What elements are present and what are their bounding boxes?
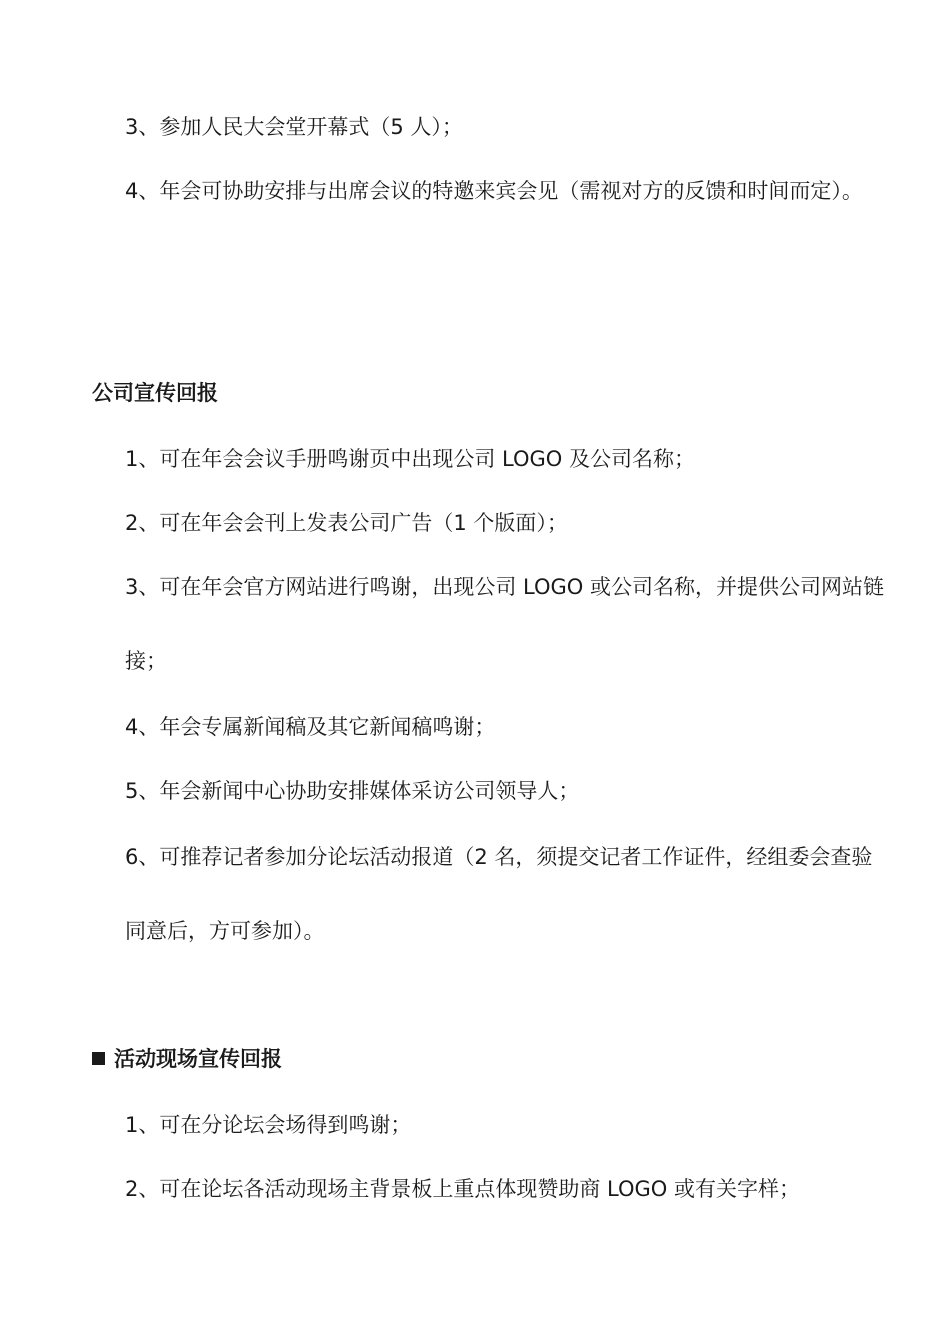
- section-title-company-promotion: 公司宣传回报: [92, 381, 218, 405]
- list-item: 4、年会可协助安排与出席会议的特邀来宾会见（需视对方的反馈和时间而定）。: [125, 179, 863, 203]
- list-item: 5、年会新闻中心协助安排媒体采访公司领导人；: [125, 779, 580, 803]
- list-item: 1、可在分论坛会场得到鸣谢；: [125, 1113, 412, 1137]
- list-item: 2、可在论坛各活动现场主背景板上重点体现赞助商 LOGO 或有关字样；: [125, 1177, 800, 1201]
- square-bullet-icon: [92, 1052, 105, 1065]
- list-item: 3、可在年会官方网站进行鸣谢，出现公司 LOGO 或公司名称，并提供公司网站链接；: [125, 575, 884, 673]
- list-item: 2、可在年会会刊上发表公司广告（1 个版面）；: [125, 511, 568, 535]
- section-title-text: 活动现场宣传回报: [114, 1047, 282, 1071]
- list-item: 3、参加人民大会堂开幕式（5 人）；: [125, 115, 463, 139]
- list-item: 1、可在年会会议手册鸣谢页中出现公司 LOGO 及公司名称；: [125, 447, 695, 471]
- list-item: 6、可推荐记者参加分论坛活动报道（2 名，须提交记者工作证件，经组委会查验同意后，方可参加）。: [125, 845, 873, 943]
- list-item: 4、年会专属新闻稿及其它新闻稿鸣谢；: [125, 715, 496, 739]
- section-title-onsite-promotion: [92, 1044, 282, 1074]
